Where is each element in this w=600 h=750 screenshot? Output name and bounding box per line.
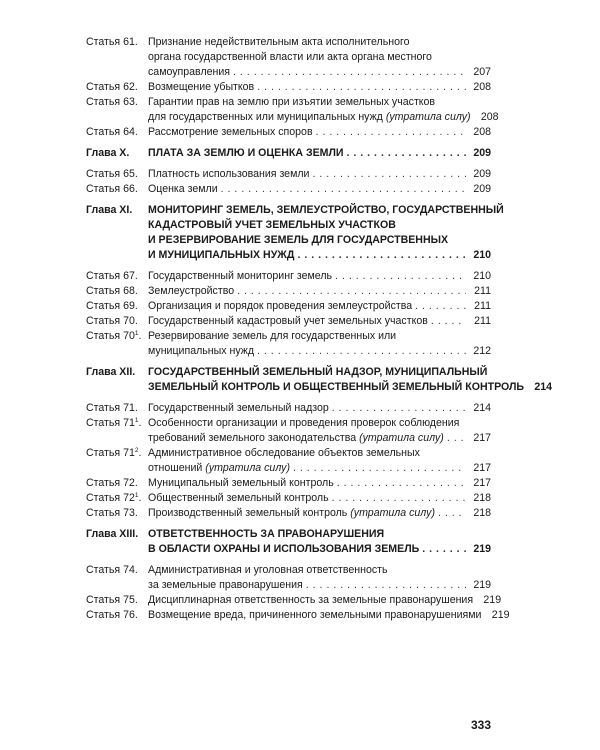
toc-entry-title-line: за земельные правонарушения [148, 579, 303, 591]
toc-entry-title-line: Оценка земли [148, 183, 218, 195]
toc-article-entry [86, 593, 502, 608]
toc-entry-title-line: Общественный земельный контроль [148, 492, 329, 504]
leader-dots [257, 80, 466, 95]
toc-entry-label [86, 593, 148, 608]
toc-entry-page-number: 209 [473, 183, 491, 195]
toc-article-entry [86, 608, 510, 623]
toc-entry-title [148, 284, 491, 299]
leader-dots [431, 314, 466, 329]
toc-entry-label [86, 527, 148, 542]
toc-entry-title-line: И РЕЗЕРВИРОВАНИЕ ЗЕМЕЛЬ ДЛЯ ГОСУДАРСТВЕННЫХ [148, 234, 449, 246]
toc-entry-page-number: 214 [473, 402, 491, 414]
toc-entry-label [86, 329, 148, 344]
toc-entry-title-line: Производственный земельный контроль [148, 507, 348, 519]
toc-entry-title-line: Возмещение убытков [148, 81, 255, 93]
toc-article-entry [86, 476, 491, 491]
toc-entry-title-line: Государственный мониторинг земель [148, 270, 333, 282]
toc-chapter-entry [86, 527, 491, 557]
toc-entry-title-line: Дисциплинарная ответственность за земельные правонарушения [148, 594, 474, 606]
toc-article-entry [86, 299, 491, 314]
toc-entry-label [86, 167, 148, 182]
toc-article-entry [86, 80, 491, 95]
toc-entry-label-superscript: 1 [134, 417, 139, 424]
toc-entry-note: (утратила силу) [350, 507, 435, 519]
toc-entry-title [148, 125, 491, 140]
toc-entry-title [148, 35, 491, 80]
toc-entry-title-line: МОНИТОРИНГ ЗЕМЕЛЬ, ЗЕМЛЕУСТРОЙСТВО, ГОСУДАРСТВЕННЫЙ [148, 204, 504, 216]
toc-entry-label-text: Статья 75. [86, 594, 138, 606]
toc-entry-label-text: Глава X. [86, 147, 130, 159]
leader-dots [332, 401, 466, 416]
toc-entry-page-number: 207 [473, 66, 491, 78]
toc-entry-title-line: органа государственной власти или акта органа местного [148, 51, 432, 63]
toc-entry-label-suffix: . [138, 447, 142, 459]
toc-entry-title-line: Гарантии прав на землю при изъятии земельных участков [148, 96, 436, 108]
toc-entry-page-number: 208 [480, 111, 499, 123]
toc-entry-label-text: Статья 63. [86, 96, 138, 108]
leader-dots [415, 299, 466, 314]
toc-article-entry [86, 284, 491, 299]
toc-entry-label [86, 314, 148, 329]
toc-article-entry [86, 416, 491, 446]
toc-entry-label [86, 203, 148, 218]
toc-entry-title-line: И МУНИЦИПАЛЬНЫХ НУЖД [148, 249, 295, 261]
toc-entry-title-line: КАДАСТРОВЫЙ УЧЕТ ЗЕМЕЛЬНЫХ УЧАСТКОВ [148, 219, 396, 231]
toc-entry-title-line: для государственных или муниципальных нужд [148, 111, 383, 123]
toc-entry-label-text: Статья 76. [86, 609, 138, 621]
leader-dots [337, 476, 466, 491]
toc-entry-title-line: Административная и уголовная ответственность [148, 564, 388, 576]
toc-entry-title [148, 446, 491, 476]
toc-entry-title-line: Рассмотрение земельных споров [148, 126, 313, 138]
toc-entry-label [86, 35, 148, 50]
toc-entry-title-line: Платность использования земли [148, 168, 310, 180]
toc-entry-note: (утратила силу) [385, 111, 471, 123]
toc-entry-title [148, 329, 491, 359]
toc-entry-label-text: Глава XIII. [86, 528, 139, 540]
toc-entry-label [86, 506, 148, 521]
toc-entry-title-line: ЗЕМЕЛЬНЫЙ КОНТРОЛЬ И ОБЩЕСТВЕННЫЙ ЗЕМЕЛЬНЫЙ КОНТРОЛЬ [148, 381, 525, 393]
toc-article-entry [86, 491, 491, 506]
toc-entry-label-superscript: 1 [134, 492, 139, 499]
leader-dots [335, 269, 466, 284]
toc-entry-page-number: 219 [473, 579, 491, 591]
toc-entry-label-text: Статья 74. [86, 564, 138, 576]
leader-dots [306, 578, 466, 593]
toc-article-entry [86, 563, 491, 593]
toc-entry-page-number: 211 [474, 315, 491, 327]
toc-entry-label-text: Глава XI. [86, 204, 133, 216]
leader-dots [447, 431, 466, 446]
toc-entry-title [148, 476, 491, 491]
toc-entry-label [86, 146, 148, 161]
toc-entry-label-text: Статья 69. [86, 300, 138, 312]
toc-entry-label-text: Статья 61. [86, 36, 138, 48]
toc-entry-title-line: ПЛАТА ЗА ЗЕМЛЮ И ОЦЕНКА ЗЕМЛИ [148, 147, 344, 159]
toc-entry-label-text: Статья 70. [86, 315, 138, 327]
toc-entry-page-number: 211 [474, 285, 491, 297]
toc-entry-label [86, 608, 148, 623]
toc-entry-page-number: 211 [474, 300, 491, 312]
toc-entry-label-text: Статья 71. [86, 402, 138, 414]
toc-entry-title [148, 527, 491, 557]
toc-entry-page-number: 218 [473, 507, 491, 519]
table-of-contents [86, 35, 553, 623]
toc-entry-title-line: ОТВЕТСТВЕННОСТЬ ЗА ПРАВОНАРУШЕНИЯ [148, 528, 385, 540]
leader-dots [297, 248, 466, 263]
toc-entry-title-line: отношений [148, 462, 203, 474]
toc-entry-title [148, 80, 491, 95]
toc-entry-page-number: 208 [473, 126, 491, 138]
toc-entry-page-number: 217 [473, 462, 491, 474]
leader-dots [422, 542, 466, 557]
toc-entry-title-line: Государственный кадастровый учет земельных участков [148, 315, 428, 327]
leader-dots [332, 491, 466, 506]
toc-entry-title [148, 299, 491, 314]
toc-entry-title-line: Резервирование земель для государственных или [148, 330, 397, 342]
toc-entry-label-text: Статья 68. [86, 285, 138, 297]
leader-dots [347, 146, 466, 161]
toc-entry-label-text: Статья 65. [86, 168, 138, 180]
toc-entry-page-number: 219 [491, 609, 510, 621]
toc-entry-title [148, 608, 510, 623]
toc-entry-label-superscript: 2 [134, 447, 139, 454]
toc-entry-title [148, 167, 491, 182]
toc-entry-label [86, 80, 148, 95]
toc-entry-label-text: Статья 64. [86, 126, 138, 138]
toc-entry-label [86, 476, 148, 491]
toc-entry-title [148, 269, 491, 284]
toc-entry-label-suffix: . [138, 330, 142, 342]
toc-entry-title-line: Признание недействительным акта исполнительного [148, 36, 410, 48]
toc-entry-label-suffix: . [138, 492, 142, 504]
toc-entry-label-text: Статья 66. [86, 183, 138, 195]
toc-entry-page-number: 218 [473, 492, 491, 504]
toc-entry-title [148, 506, 491, 521]
toc-entry-title-line: муниципальных нужд [148, 345, 255, 357]
toc-entry-title-line: требований земельного законодательства [148, 432, 357, 444]
toc-entry-title [148, 491, 491, 506]
toc-entry-note: (утратила силу) [205, 462, 291, 474]
toc-entry-label [86, 563, 148, 578]
toc-article-entry [86, 446, 491, 476]
toc-entry-title-line: Особенности организации и проведения проверок соблюдения [148, 417, 460, 429]
toc-chapter-entry [86, 365, 553, 395]
toc-entry-page-number: 210 [473, 249, 491, 261]
leader-dots [316, 125, 466, 140]
toc-entry-title [148, 401, 491, 416]
toc-article-entry [86, 329, 491, 359]
page-number: 333 [470, 718, 491, 732]
leader-dots [293, 461, 466, 476]
toc-entry-title-line: Государственный земельный надзор [148, 402, 329, 414]
toc-entry-label-text: Статья 62. [86, 81, 138, 93]
toc-entry-label-text: Статья 67. [86, 270, 138, 282]
toc-entry-label [86, 269, 148, 284]
toc-entry-label [86, 95, 148, 110]
toc-entry-page-number: 209 [473, 168, 491, 180]
toc-entry-label [86, 284, 148, 299]
toc-entry-label-superscript: 1 [134, 330, 139, 337]
toc-chapter-entry [86, 146, 491, 161]
toc-entry-label [86, 125, 148, 140]
toc-entry-label [86, 365, 148, 380]
toc-entry-title [148, 365, 553, 395]
toc-entry-label [86, 491, 148, 506]
toc-article-entry [86, 314, 491, 329]
toc-entry-label-suffix: . [138, 417, 142, 429]
toc-entry-page-number: 219 [473, 543, 491, 555]
toc-article-entry [86, 269, 491, 284]
toc-entry-page-number: 210 [473, 270, 491, 282]
toc-entry-title-line: Организация и порядок проведения землеустройства [148, 300, 413, 312]
toc-entry-title [148, 416, 491, 446]
toc-entry-label [86, 446, 148, 461]
toc-entry-title-line: ГОСУДАРСТВЕННЫЙ ЗЕМЕЛЬНЫЙ НАДЗОР, МУНИЦИПАЛЬНЫЙ [148, 366, 488, 378]
toc-entry-title [148, 95, 499, 125]
toc-entry-page-number: 208 [473, 81, 491, 93]
toc-entry-title-line: Землеустройство [148, 285, 235, 297]
leader-dots [237, 284, 466, 299]
toc-entry-page-number: 214 [534, 381, 553, 393]
toc-entry-title [148, 563, 491, 593]
toc-entry-title-line: В ОБЛАСТИ ОХРАНЫ И ИСПОЛЬЗОВАНИЯ ЗЕМЕЛЬ [148, 543, 420, 555]
toc-entry-label [86, 182, 148, 197]
toc-entry-page-number: 219 [483, 594, 502, 606]
toc-entry-label-text: Статья 73. [86, 507, 138, 519]
toc-entry-note: (утратила силу) [359, 432, 444, 444]
toc-entry-title-line: Муниципальный земельный контроль [148, 477, 334, 489]
leader-dots [221, 182, 466, 197]
toc-entry-label [86, 401, 148, 416]
leader-dots [312, 167, 466, 182]
toc-article-entry [86, 35, 491, 80]
toc-entry-title-line: Возмещение вреда, причиненного земельными правонарушениями [148, 609, 482, 621]
leader-dots [438, 506, 466, 521]
leader-dots [233, 65, 466, 80]
toc-article-entry [86, 125, 491, 140]
toc-entry-title [148, 314, 491, 329]
toc-article-entry [86, 95, 499, 125]
leader-dots [257, 344, 466, 359]
toc-entry-page-number: 217 [473, 432, 491, 444]
toc-entry-title [148, 146, 491, 161]
toc-chapter-entry [86, 203, 504, 263]
toc-entry-label-text: Статья 71 [86, 417, 135, 429]
toc-entry-label-text: Статья 71 [86, 447, 135, 459]
toc-entry-label-text: Статья 70 [86, 330, 135, 342]
toc-entry-title-line: самоуправления [148, 66, 231, 78]
toc-entry-title [148, 203, 504, 263]
toc-article-entry [86, 167, 491, 182]
toc-entry-label [86, 299, 148, 314]
toc-entry-page-number: 217 [473, 477, 491, 489]
toc-article-entry [86, 401, 491, 416]
toc-entry-page-number: 212 [473, 345, 491, 357]
toc-entry-title [148, 593, 502, 608]
toc-entry-title-line: Административное обследование объектов земельных [148, 447, 420, 459]
toc-article-entry [86, 506, 491, 521]
toc-entry-label [86, 416, 148, 431]
toc-entry-label-text: Статья 72 [86, 492, 135, 504]
toc-entry-label-text: Глава XII. [86, 366, 136, 378]
toc-entry-page-number: 209 [473, 147, 491, 159]
toc-entry-title [148, 182, 491, 197]
toc-article-entry [86, 182, 491, 197]
toc-entry-label-text: Статья 72. [86, 477, 138, 489]
